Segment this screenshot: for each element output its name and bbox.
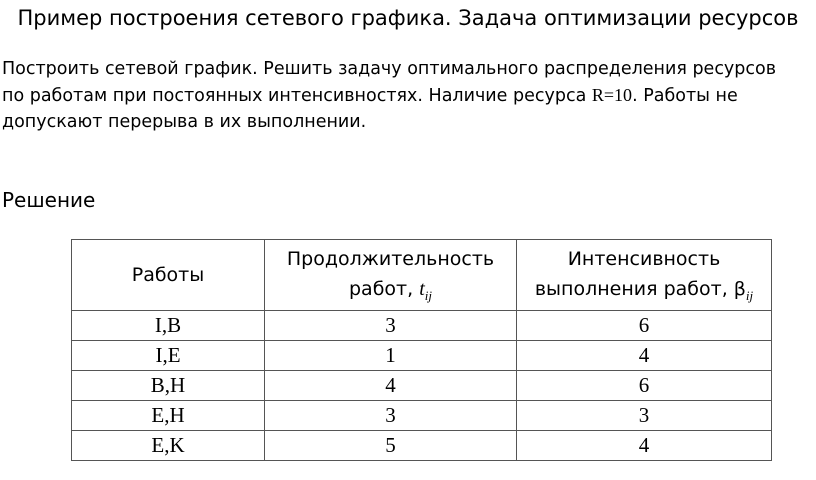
cell-duration: 4 bbox=[265, 371, 517, 401]
works-table bbox=[71, 239, 772, 461]
cell-duration: 3 bbox=[265, 401, 517, 431]
solution-heading: Решение bbox=[2, 188, 96, 212]
header-intensity-subscript: ij bbox=[745, 288, 754, 303]
cell-work: E,K bbox=[72, 431, 265, 461]
header-duration-label: Продолжительность работ, bbox=[286, 248, 495, 300]
table-row bbox=[72, 311, 772, 341]
header-intensity bbox=[517, 240, 772, 311]
table-row bbox=[72, 401, 772, 431]
header-intensity-label: Интенсивность выполнения работ, bbox=[534, 248, 734, 300]
problem-statement bbox=[2, 56, 802, 135]
problem-text-end: . Работы не допускают перерыва в их выполнении. bbox=[2, 86, 738, 132]
header-duration bbox=[265, 240, 517, 311]
table-row bbox=[72, 341, 772, 371]
cell-intensity: 6 bbox=[517, 311, 772, 341]
table-row bbox=[72, 371, 772, 401]
cell-duration: 5 bbox=[265, 431, 517, 461]
header-intensity-symbol: β bbox=[733, 278, 746, 300]
cell-intensity: 6 bbox=[517, 371, 772, 401]
header-work bbox=[72, 240, 265, 311]
page-title: Пример построения сетевого графика. Задача оптимизации ресурсов bbox=[17, 6, 799, 30]
cell-work: I,E bbox=[72, 341, 265, 371]
cell-intensity: 4 bbox=[517, 431, 772, 461]
problem-text-start: Построить сетевой график. Решить задачу оптимального распределения ресурсов по работам при постоянных интенсивностях. Наличие ресурса bbox=[2, 59, 777, 106]
cell-duration: 3 bbox=[265, 311, 517, 341]
table-row bbox=[72, 431, 772, 461]
cell-work: I,B bbox=[72, 311, 265, 341]
header-work-label: Работы bbox=[131, 264, 205, 286]
cell-work: B,H bbox=[72, 371, 265, 401]
table-header-row bbox=[72, 240, 772, 311]
cell-intensity: 3 bbox=[517, 401, 772, 431]
cell-duration: 1 bbox=[265, 341, 517, 371]
cell-work: E,H bbox=[72, 401, 265, 431]
header-duration-symbol: t bbox=[419, 278, 425, 300]
header-duration-subscript: ij bbox=[424, 288, 432, 303]
resource-value: R=10 bbox=[591, 85, 633, 105]
cell-intensity: 4 bbox=[517, 341, 772, 371]
